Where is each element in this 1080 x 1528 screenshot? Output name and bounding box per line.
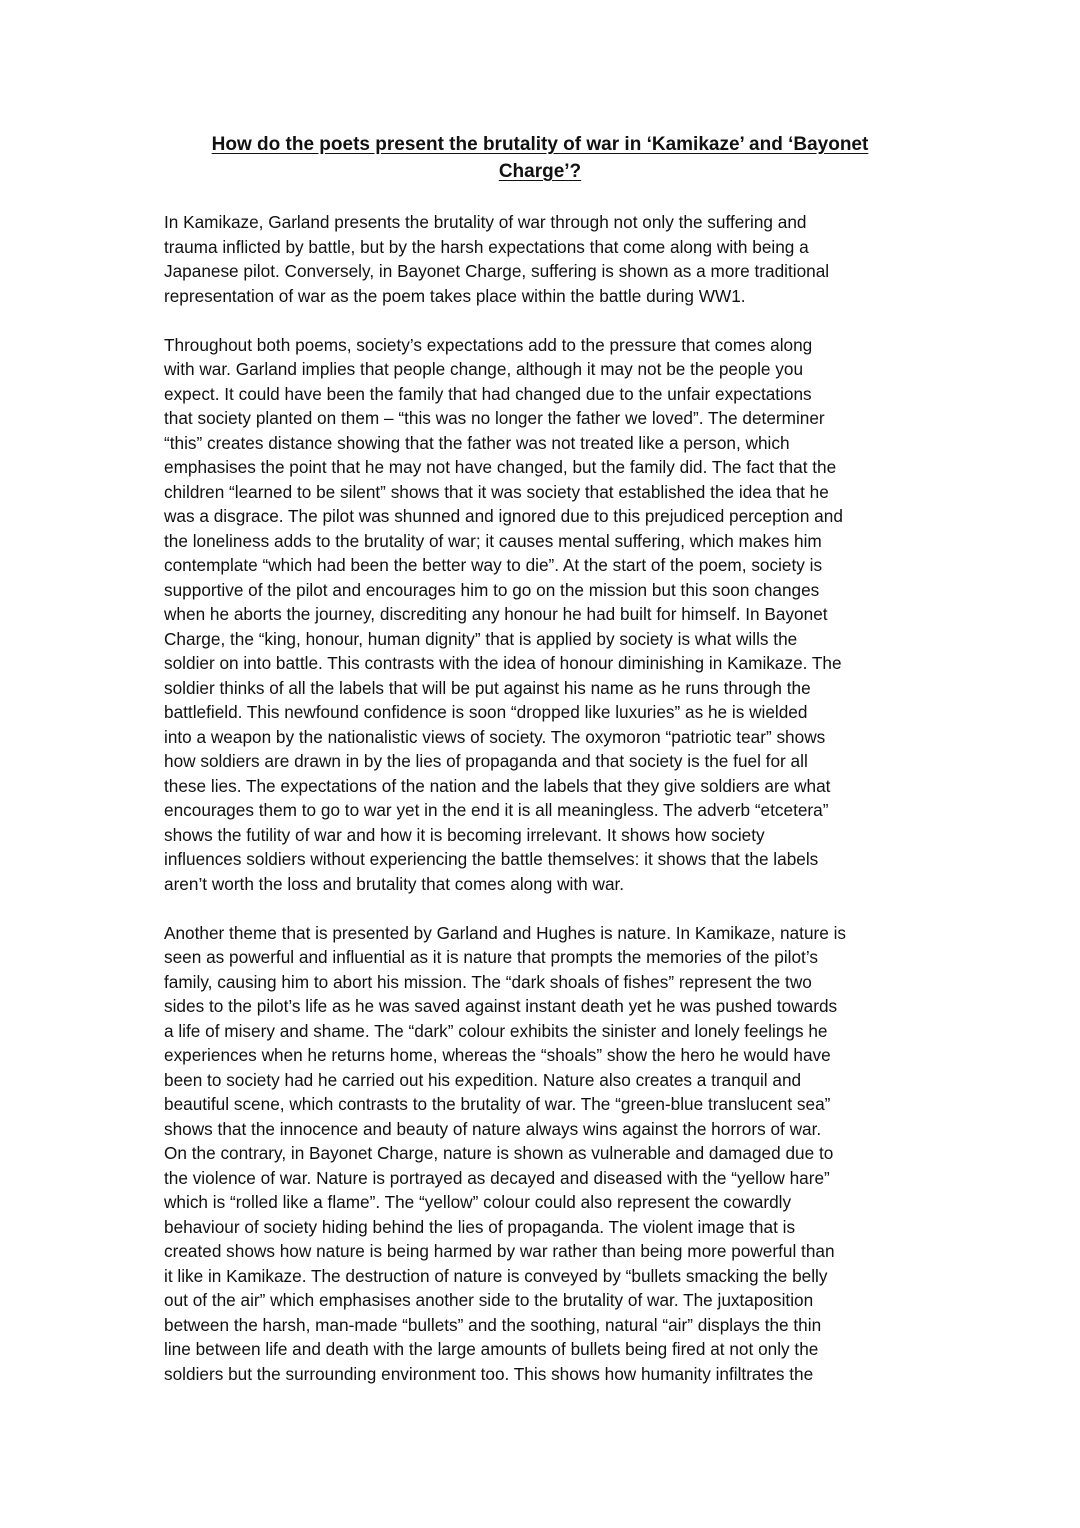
paragraph-line: between the harsh, man-made “bullets” and the soothing, natural “air” displays the thin bbox=[164, 1314, 822, 1335]
paragraph-line: representation of war as the poem takes place within the battle during WW1. bbox=[164, 285, 746, 306]
paragraph-line: soldiers but the surrounding environment too. This shows how humanity infiltrates the bbox=[164, 1363, 814, 1384]
paragraph-line: was a disgrace. The pilot was shunned and ignored due to this prejudiced perception and bbox=[164, 506, 843, 526]
paragraph-line: how soldiers are drawn in by the lies of propaganda and that society is the fuel for all bbox=[164, 751, 808, 771]
paragraph-line: trauma inflicted by battle, but by the harsh expectations that come along with being a bbox=[164, 236, 809, 257]
paragraph-line: created shows how nature is being harmed by war rather than being more powerful than bbox=[164, 1241, 835, 1261]
paragraph-line: influences soldiers without experiencing the battle themselves: it shows that the labels bbox=[164, 849, 819, 869]
title-line: How do the poets present the brutality of war in ‘Kamikaze’ and ‘Bayonet bbox=[211, 134, 869, 155]
paragraph-line: “this” creates distance showing that the father was not treated like a person, which bbox=[164, 432, 790, 453]
paragraph-line: experiences when he returns home, whereas the “shoals” show the hero he would have bbox=[164, 1045, 831, 1065]
paragraph-line: encourages them to go to war yet in the end it is all meaningless. The adverb “etcetera” bbox=[164, 800, 829, 820]
paragraph-line: shows the futility of war and how it is becoming irrelevant. It shows how society bbox=[164, 824, 765, 845]
paragraph-line: Another theme that is presented by Garland and Hughes is nature. In Kamikaze, nature is bbox=[164, 922, 847, 943]
document-body bbox=[164, 210, 924, 1411]
paragraph-line: sides to the pilot’s life as he was saved against instant death yet he was pushed towards bbox=[164, 996, 838, 1016]
paragraph-line: soldier on into battle. This contrasts with the idea of honour diminishing in Kamikaze. The bbox=[164, 653, 842, 673]
paragraph-line: which is “rolled like a flame”. The “yellow” colour could also represent the cowardly bbox=[164, 1192, 792, 1212]
paragraph-line: it like in Kamikaze. The destruction of nature is conveyed by “bullets smacking the belly bbox=[164, 1265, 828, 1286]
paragraph-line: emphasises the point that he may not have changed, but the family did. The fact that the bbox=[164, 457, 837, 477]
paragraph-line: seen as powerful and influential as it is nature that prompts the memories of the pilot’s bbox=[164, 947, 818, 967]
paragraph bbox=[164, 921, 924, 1387]
paragraph-line: these lies. The expectations of the nation and the labels that they give soldiers are what bbox=[164, 775, 831, 796]
paragraph-line: On the contrary, in Bayonet Charge, nature is shown as vulnerable and damaged due to bbox=[164, 1143, 834, 1163]
paragraph-line: the violence of war. Nature is portrayed as decayed and diseased with the “yellow hare” bbox=[164, 1167, 830, 1188]
paragraph-line: children “learned to be silent” shows that it was society that established the idea that he bbox=[164, 481, 829, 502]
paragraph-line: that society planted on them – “this was no longer the father we loved”. The determiner bbox=[164, 408, 825, 428]
paragraph-line: line between life and death with the large amounts of bullets being fired at not only the bbox=[164, 1339, 819, 1359]
paragraph-line: Throughout both poems, society’s expectations add to the pressure that comes along bbox=[164, 334, 813, 355]
paragraph-line: In Kamikaze, Garland presents the brutality of war through not only the suffering and bbox=[164, 212, 807, 232]
paragraph-line: out of the air” which emphasises another side to the brutality of war. The juxtaposition bbox=[164, 1290, 814, 1310]
paragraph bbox=[164, 210, 924, 308]
paragraph-line: with war. Garland implies that people change, although it may not be the people you bbox=[164, 359, 804, 379]
paragraph-line: battlefield. This newfound confidence is soon “dropped like luxuries” as he is wielded bbox=[164, 702, 808, 722]
paragraph bbox=[164, 333, 924, 897]
paragraph-line: shows that the innocence and beauty of nature always wins against the horrors of war. bbox=[164, 1118, 822, 1139]
paragraph-line: soldier thinks of all the labels that will be put against his name as he runs through the bbox=[164, 677, 811, 698]
paragraph-line: expect. It could have been the family that had changed due to the unfair expectations bbox=[164, 383, 812, 404]
paragraph-line: been to society had he carried out his expedition. Nature also creates a tranquil and bbox=[164, 1069, 802, 1090]
paragraph-line: supportive of the pilot and encourages him to go on the mission but this soon changes bbox=[164, 579, 820, 600]
paragraph-line: family, causing him to abort his mission. The “dark shoals of fishes” represent the two bbox=[164, 971, 812, 992]
paragraph-line: aren’t worth the loss and brutality that comes along with war. bbox=[164, 873, 625, 894]
document-title bbox=[170, 131, 910, 185]
title-line: Charge’? bbox=[498, 161, 582, 182]
paragraph-line: contemplate “which had been the better way to die”. At the start of the poem, society is bbox=[164, 555, 823, 575]
paragraph-line: behaviour of society hiding behind the lies of propaganda. The violent image that is bbox=[164, 1216, 796, 1237]
paragraph-line: into a weapon by the nationalistic views of society. The oxymoron “patriotic tear” shows bbox=[164, 726, 826, 747]
paragraph-line: the loneliness adds to the brutality of war; it causes mental suffering, which makes him bbox=[164, 530, 822, 551]
paragraph-line: Japanese pilot. Conversely, in Bayonet Charge, suffering is shown as a more traditional bbox=[164, 261, 830, 281]
paragraph-line: beautiful scene, which contrasts to the brutality of war. The “green-blue translucent sea” bbox=[164, 1094, 831, 1114]
paragraph-line: a life of misery and shame. The “dark” colour exhibits the sinister and lonely feelings he bbox=[164, 1020, 828, 1041]
paragraph-line: when he aborts the journey, discrediting any honour he had built for himself. In Bayonet bbox=[164, 604, 828, 624]
paragraph-line: Charge, the “king, honour, human dignity” that is applied by society is what wills the bbox=[164, 628, 798, 649]
